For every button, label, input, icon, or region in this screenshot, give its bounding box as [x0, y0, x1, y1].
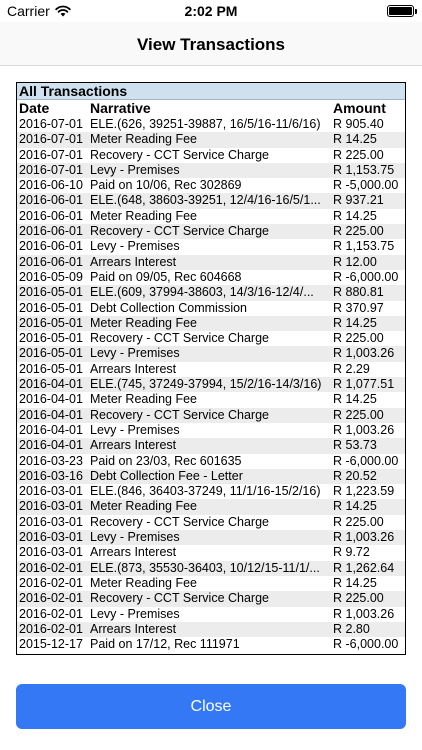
cell-amount: R 1,153.75: [333, 162, 395, 177]
battery-icon: [387, 5, 414, 17]
table-row[interactable]: [17, 117, 405, 132]
table-row[interactable]: [17, 392, 405, 407]
cell-narrative: Paid on 09/05, Rec 604668: [90, 269, 242, 284]
cell-date: 2016-05-01: [19, 315, 83, 330]
cell-narrative: Levy - Premises: [90, 162, 180, 177]
table-row[interactable]: [17, 438, 405, 453]
table-row[interactable]: [17, 637, 405, 652]
cell-narrative: Recovery - CCT Service Charge: [90, 224, 269, 239]
column-header-amount: Amount: [333, 100, 386, 116]
cell-narrative: Recovery - CCT Service Charge: [90, 147, 269, 162]
cell-date: 2016-07-01: [19, 132, 83, 147]
cell-narrative: Debt Collection Commission: [90, 300, 248, 315]
table-row[interactable]: [17, 377, 405, 392]
carrier-label: Carrier: [7, 3, 50, 19]
cell-amount: R 225.00: [333, 224, 384, 239]
cell-date: 2016-04-01: [19, 438, 83, 453]
table-row[interactable]: [17, 178, 405, 193]
cell-date: 2016-06-01: [19, 208, 83, 223]
status-time: 2:02 PM: [184, 3, 238, 19]
cell-amount: R 14.25: [333, 132, 377, 147]
cell-narrative: Arrears Interest: [90, 621, 177, 636]
cell-amount: R 1,003.26: [333, 530, 395, 545]
cell-date: 2016-02-01: [19, 606, 83, 621]
cell-narrative: Meter Reading Fee: [90, 208, 198, 223]
cell-amount: R 1,077.51: [333, 377, 395, 392]
cell-date: 2016-06-01: [19, 239, 83, 254]
cell-narrative: Recovery - CCT Service Charge: [90, 407, 269, 422]
table-row[interactable]: [17, 545, 405, 560]
cell-date: 2016-04-01: [19, 377, 83, 392]
cell-date: 2016-05-09: [19, 269, 83, 284]
table-row[interactable]: [17, 515, 405, 530]
cell-narrative: Arrears Interest: [90, 545, 177, 560]
table-row[interactable]: [17, 224, 405, 239]
cell-narrative: Paid on 23/03, Rec 601635: [90, 453, 242, 468]
cell-narrative: Levy - Premises: [90, 606, 180, 621]
cell-date: 2016-07-01: [19, 117, 83, 131]
table-row[interactable]: [17, 163, 405, 178]
cell-narrative: Arrears Interest: [90, 254, 177, 269]
cell-amount: R -6,000.00: [333, 269, 399, 284]
cell-date: 2016-07-01: [19, 147, 83, 162]
cell-amount: R 2.29: [333, 361, 370, 376]
cell-narrative: ELE.(626, 39251-39887, 16/5/16-11/6/16): [90, 117, 321, 131]
cell-date: 2016-02-01: [19, 575, 83, 590]
cell-date: 2016-03-01: [19, 484, 83, 499]
table-row[interactable]: [17, 591, 405, 606]
cell-amount: R 370.97: [333, 300, 384, 315]
cell-narrative: Meter Reading Fee: [90, 499, 198, 514]
table-row[interactable]: [17, 301, 405, 316]
cell-date: 2016-06-01: [19, 224, 83, 239]
cell-narrative: Levy - Premises: [90, 422, 180, 437]
cell-amount: R 12.00: [333, 254, 377, 269]
cell-narrative: Recovery - CCT Service Charge: [90, 331, 269, 346]
table-row[interactable]: [17, 346, 405, 361]
navigation-bar: [0, 22, 422, 66]
table-row[interactable]: [17, 239, 405, 254]
cell-date: 2016-03-01: [19, 514, 83, 529]
cell-amount: R 14.25: [333, 208, 377, 223]
table-row[interactable]: [17, 255, 405, 270]
cell-narrative: Levy - Premises: [90, 530, 180, 545]
cell-date: 2016-02-01: [19, 560, 83, 575]
cell-amount: R 225.00: [333, 591, 384, 606]
cell-narrative: Debt Collection Fee - Letter: [90, 468, 243, 483]
cell-narrative: Arrears Interest: [90, 438, 177, 453]
cell-date: 2016-05-01: [19, 285, 83, 300]
cell-amount: R 14.25: [333, 392, 377, 407]
table-header-row: [17, 100, 405, 117]
table-row[interactable]: [17, 148, 405, 163]
cell-date: 2016-04-01: [19, 422, 83, 437]
cell-amount: R 14.25: [333, 315, 377, 330]
cell-date: 2016-02-01: [19, 591, 83, 606]
cell-date: 2016-06-01: [19, 193, 83, 208]
table-row[interactable]: [17, 285, 405, 300]
cell-amount: R 225.00: [333, 514, 384, 529]
cell-amount: R 2.80: [333, 621, 370, 636]
cell-amount: R 225.00: [333, 147, 384, 162]
cell-narrative: ELE.(745, 37249-37994, 15/2/16-14/3/16): [90, 377, 322, 392]
cell-narrative: ELE.(846, 36403-37249, 11/1/16-15/2/16): [90, 484, 321, 499]
cell-amount: R 14.25: [333, 499, 377, 514]
table-row[interactable]: [17, 331, 405, 346]
cell-date: 2016-07-01: [19, 162, 83, 177]
cell-amount: R 880.81: [333, 285, 384, 300]
cell-date: 2016-05-01: [19, 346, 83, 361]
table-row[interactable]: [17, 622, 405, 637]
cell-narrative: Levy - Premises: [90, 239, 180, 254]
table-caption: All Transactions: [17, 83, 405, 100]
table-row[interactable]: [17, 454, 405, 469]
cell-amount: R 9.72: [333, 545, 370, 560]
table-row[interactable]: [17, 484, 405, 499]
close-button[interactable]: Close: [16, 684, 406, 729]
cell-date: 2016-06-01: [19, 254, 83, 269]
cell-date: 2016-04-01: [19, 407, 83, 422]
cell-date: 2016-03-16: [19, 468, 83, 483]
table-row[interactable]: [17, 576, 405, 591]
table-row[interactable]: [17, 270, 405, 285]
column-header-narrative: Narrative: [90, 100, 151, 116]
cell-date: 2016-05-01: [19, 300, 83, 315]
cell-date: 2016-02-01: [19, 621, 83, 636]
cell-amount: R 1,003.26: [333, 606, 395, 621]
cell-amount: R 1,262.64: [333, 560, 395, 575]
cell-narrative: Meter Reading Fee: [90, 315, 198, 330]
cell-amount: R 225.00: [333, 331, 384, 346]
cell-date: 2015-12-17: [19, 637, 83, 652]
cell-date: 2016-03-01: [19, 530, 83, 545]
cell-narrative: ELE.(873, 35530-36403, 10/12/15-11/1/...: [90, 560, 320, 575]
cell-date: 2016-05-01: [19, 361, 83, 376]
table-row[interactable]: [17, 530, 405, 545]
cell-date: 2016-03-01: [19, 499, 83, 514]
cell-amount: R 225.00: [333, 407, 384, 422]
table-row[interactable]: [17, 193, 405, 208]
cell-amount: R 937.21: [333, 193, 384, 208]
cell-amount: R -6,000.00: [333, 453, 399, 468]
cell-date: 2016-03-23: [19, 453, 83, 468]
cell-amount: R 1,003.26: [333, 422, 395, 437]
page-title: View Transactions: [136, 35, 286, 54]
table-row[interactable]: [17, 607, 405, 622]
cell-narrative: Recovery - CCT Service Charge: [90, 591, 269, 606]
table-row[interactable]: [17, 561, 405, 576]
cell-amount: R 14.25: [333, 575, 377, 590]
table-row[interactable]: [17, 469, 405, 484]
cell-narrative: Meter Reading Fee: [90, 132, 198, 147]
cell-narrative: Meter Reading Fee: [90, 392, 198, 407]
cell-amount: R 53.73: [333, 438, 377, 453]
table-row[interactable]: [17, 316, 405, 331]
cell-narrative: Arrears Interest: [90, 361, 177, 376]
table-row[interactable]: [17, 132, 405, 147]
cell-date: 2016-04-01: [19, 392, 83, 407]
cell-amount: R -5,000.00: [333, 178, 399, 193]
cell-amount: R 1,223.59: [333, 484, 395, 499]
status-bar: [0, 0, 422, 22]
cell-narrative: Recovery - CCT Service Charge: [90, 514, 269, 529]
transactions-table[interactable]: [16, 82, 406, 655]
cell-narrative: Levy - Premises: [90, 346, 180, 361]
cell-amount: R 20.52: [333, 468, 377, 483]
table-row[interactable]: [17, 423, 405, 438]
cell-amount: R 1,153.75: [333, 239, 395, 254]
table-row[interactable]: [17, 499, 405, 514]
cell-narrative: ELE.(648, 38603-39251, 12/4/16-16/5/1...: [90, 193, 321, 208]
cell-date: 2016-05-01: [19, 331, 83, 346]
column-header-date: Date: [19, 100, 50, 116]
cell-amount: R 905.40: [333, 117, 384, 131]
cell-date: 2016-06-10: [19, 178, 83, 193]
table-body: [17, 117, 405, 652]
cell-narrative: ELE.(609, 37994-38603, 14/3/16-12/4/...: [90, 285, 314, 300]
table-row[interactable]: [17, 209, 405, 224]
table-row[interactable]: [17, 408, 405, 423]
cell-narrative: Meter Reading Fee: [90, 575, 198, 590]
cell-narrative: Paid on 17/12, Rec 111971: [90, 637, 240, 652]
cell-narrative: Paid on 10/06, Rec 302869: [90, 178, 242, 193]
table-row[interactable]: [17, 362, 405, 377]
cell-amount: R 1,003.26: [333, 346, 395, 361]
cell-date: 2016-03-01: [19, 545, 83, 560]
cell-amount: R -6,000.00: [333, 637, 399, 652]
